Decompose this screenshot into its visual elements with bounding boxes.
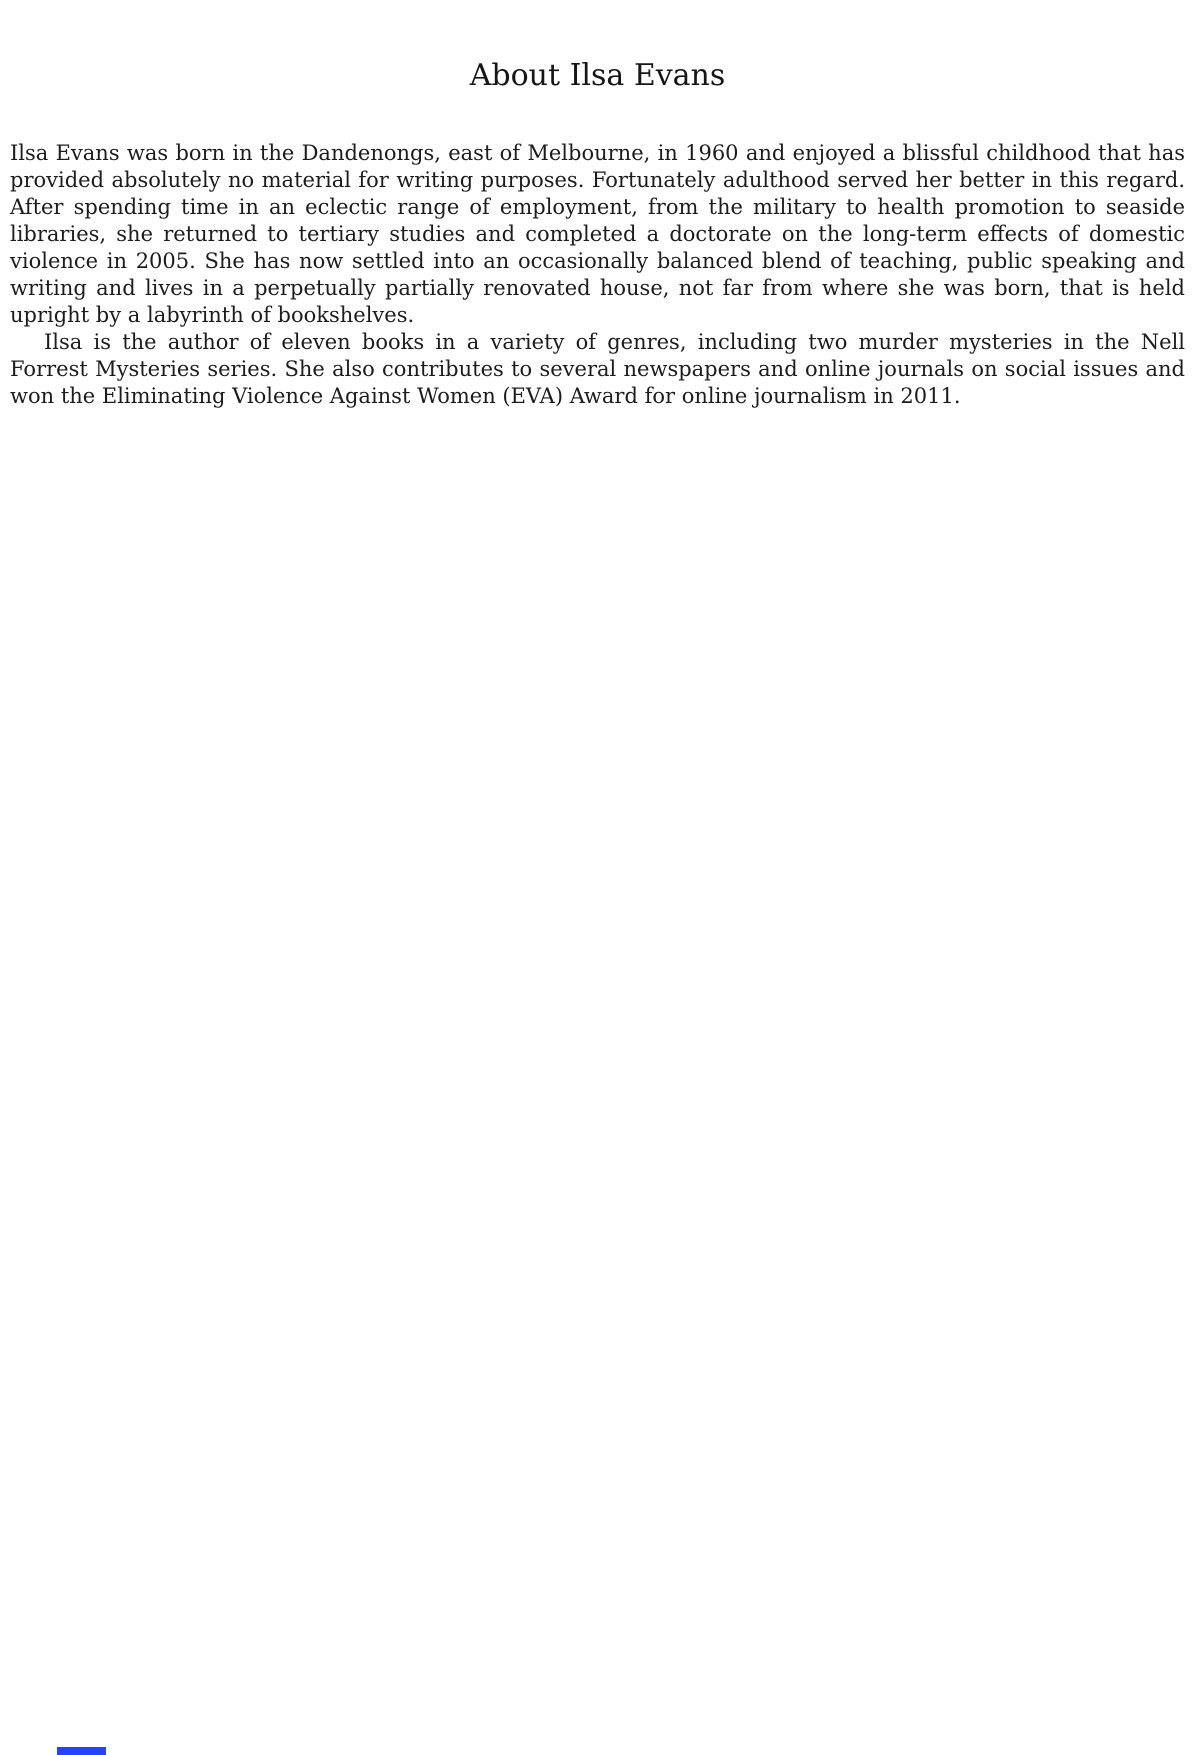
bio-paragraph-2: Ilsa is the author of eleven books in a variety of genres, including two murder mysteries in the Nell Forrest Mysteries series. She also contributes to several newspapers and online journals on social issues and won the Eliminating Violence Against Women (EVA) Award for online journalism in 2011. (10, 330, 1185, 408)
page-title: About Ilsa Evans (469, 58, 726, 93)
bio-paragraph-1: Ilsa Evans was born in the Dandenongs, east of Melbourne, in 1960 and enjoyed a blissful childhood that has provided absolutely no material for writing purposes. Fortunately adulthood served her better in this regard. After spending time in an eclectic range of employment, from the military to health promotion to seaside libraries, she returned to tertiary studies and completed a doctorate on the long-term effects of domestic violence in 2005. She has now settled into an occasionally balanced blend of teaching, public speaking and writing and lives in a perpetually partially renovated house, not far from where she was born, that is held upright by a labyrinth of bookshelves. (10, 141, 1185, 327)
document-page (0, 58, 1200, 1755)
bottom-blue-bar (57, 1747, 106, 1755)
